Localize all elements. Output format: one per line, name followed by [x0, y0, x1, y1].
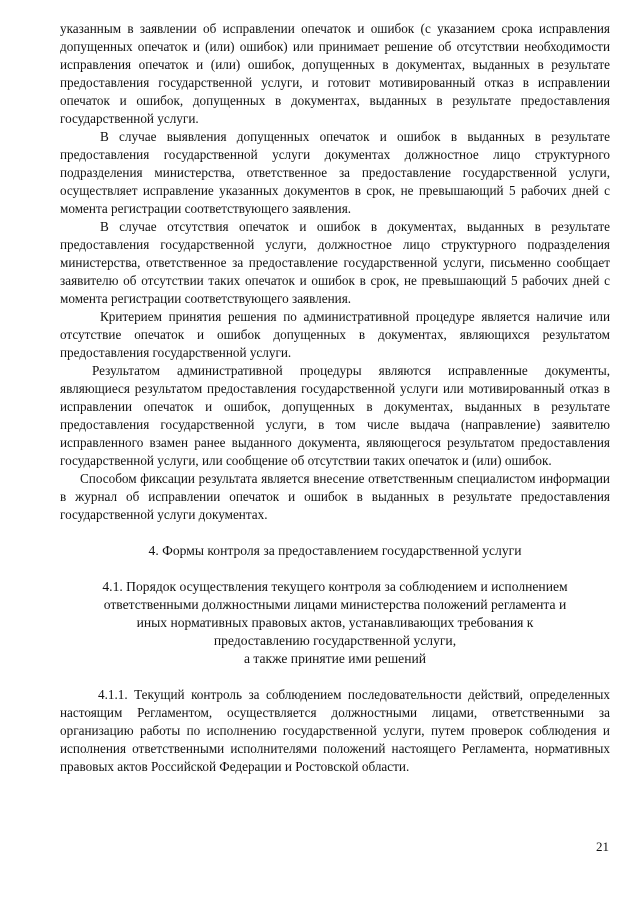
spacer [60, 668, 610, 686]
spacer [60, 524, 610, 542]
paragraph-3: В случае отсутствия опечаток и ошибок в документах, выданных в результате предоставления государственной услуги, должностное лицо структурного подразделения министерства, ответственное за предоставление государственной услуги, письменно сообщает заявителю об отсутствии таких опечаток и ошибок в срок, не превышающий 5 рабочих дней с момента регистрации соответствующего заявления. [60, 219, 610, 306]
section-4-heading: 4. Формы контроля за предоставлением государственной услуги [148, 543, 522, 558]
subsection-4-1-heading: 4.1. Порядок осуществления текущего контроля за соблюдением и исполнением ответственными должностными лицами министерства положений регламента и иных нормативных правовых актов, устанавливающих требования к предоставлению государственной услуги, а также принятие ими решений [102, 579, 568, 666]
paragraph-2: В случае выявления допущенных опечаток и ошибок в выданных в результате предоставления государственной услуги документах должностное лицо структурного подразделения министерства, ответственное за предоставление государственной услуги, осуществляет исправление указанных документов в срок, не превышающий 5 рабочих дней с момента регистрации соответствующего заявления. [60, 129, 610, 216]
paragraph-4: Критерием принятия решения по административной процедуре является наличие или отсутствие опечаток и ошибок допущенных в документах, являющихся результатом предоставления государственной услуги. [60, 309, 610, 360]
paragraph-4-1-1: 4.1.1. Текущий контроль за соблюдением последовательности действий, определенных настоящим Регламентом, осуществляется должностными лицами, ответственными за организацию работы по исполнению государственной услуги, путем проверок соблюдения и исполнения ответственными исполнителями положений настоящего Регламента, нормативных правовых актов Российской Федерации и Ростовской области. [60, 687, 610, 774]
document-page [60, 20, 610, 776]
page-number: 21 [596, 839, 609, 854]
paragraph-5: Результатом административной процедуры являются исправленные документы, являющиеся результатом предоставления государственной услуги или мотивированный отказ в исправлении опечаток и ошибок, допущенных в документах, выданных в результате предоставления государственной услуги, в том числе выдача (направление) заявителю исправленного взамен ранее выданного документа, являющегося результатом предоставления государственной услуги, или сообщение об отсутствии таких опечаток и (или) ошибок. [60, 363, 610, 468]
spacer [60, 560, 610, 578]
paragraph-1: указанным в заявлении об исправлении опечаток и ошибок (с указанием срока исправления допущенных опечаток и (или) ошибок) или принимает решение об отсутствии необходимости исправления опечаток и (или) ошибок, допущенных в документах, выданных в результате предоставления государственной услуги, и готовит мотивированный отказ в исправлении опечаток и ошибок, допущенных в документах, выданных в результате предоставления государственной услуги. [60, 21, 610, 126]
paragraph-6: Способом фиксации результата является внесение ответственным специалистом информации в журнал об исправлении опечаток и ошибок в выданных в результате предоставления государственной услуги документах. [60, 471, 610, 522]
